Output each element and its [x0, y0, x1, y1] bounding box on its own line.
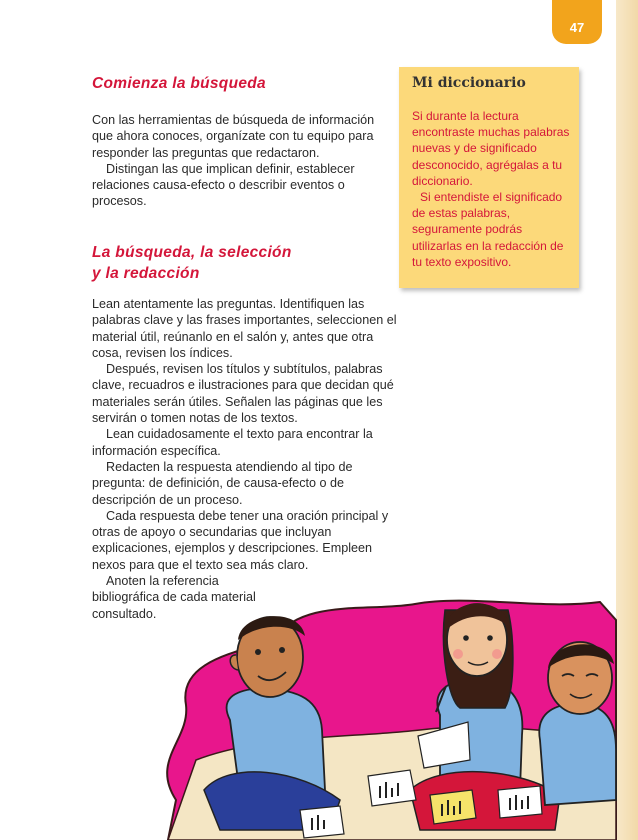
section-title-busqueda: Comienza la búsqueda: [92, 75, 266, 92]
section-title-seleccion-line2: y la redacción: [92, 265, 200, 282]
section2-paragraph: Cada respuesta debe tener una oración principal y otras de apoyo o secundarias que incluyan explicaciones, ejemplos y descripciones. Empleen nexos para que el texto sea más claro.: [92, 508, 389, 572]
sidebar-paragraph: Si entendiste el significado de estas palabras, seguramente podrás utilizarlas en la redacción de tu texto expositivo.: [412, 190, 564, 269]
section2-paragraph: Anoten la referencia bibliográfica de cada material consultado.: [92, 574, 256, 621]
page-number: 47: [569, 20, 585, 35]
section2-paragraph: Después, revisen los títulos y subtítulos, palabras clave, recuadros e ilustraciones para que decidan qué materiales serán útiles. Señalen las páginas que les servirán o tomen notas de los textos.: [92, 362, 394, 426]
section2-paragraph: Redacten la respuesta atendiendo al tipo de pregunta: de definición, de causa-efecto o de descripción de un proceso.: [92, 459, 353, 507]
section1-paragraph: Con las herramientas de búsqueda de información que ahora conoces, organízate con tu equipo para responder las preguntas que redactaron.: [92, 113, 375, 160]
boy-right-figure: [539, 642, 616, 805]
section1-paragraph: Distingan las que implican definir, establecer relaciones causa-efecto o describir eventos o procesos.: [92, 161, 355, 209]
section2-paragraph: Lean cuidadosamente el texto para encontrar la información específica.: [92, 427, 373, 458]
sidebar-paragraph: Si durante la lectura encontraste muchas palabras nuevas y de significado desconocido, agrégalas a tu diccionario.: [412, 109, 570, 188]
sidebar-title: Mi diccionario: [412, 75, 526, 91]
section-title-seleccion-line1: La búsqueda, la selección: [92, 244, 292, 261]
section2-paragraph: Lean atentamente las preguntas. Identifiquen las palabras clave y las frases importantes, seleccionen el material útil, reúnanlo en el salón y, antes que otra cosa, revisen los índices.: [92, 297, 397, 360]
